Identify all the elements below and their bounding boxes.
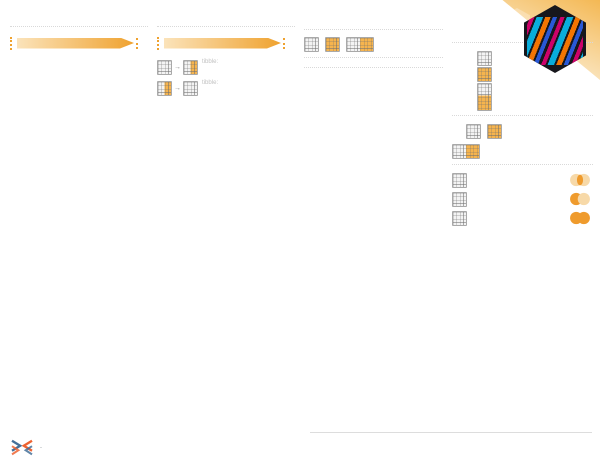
table-y-group <box>487 124 502 139</box>
stacked-table-icon <box>477 83 492 111</box>
intersect-entry <box>452 173 593 188</box>
nest-join-entry <box>452 143 593 159</box>
summary-function-banner <box>157 36 295 50</box>
use-with-mutate-heading <box>10 26 148 31</box>
summary-functions-column <box>157 24 295 100</box>
table-with-col-icon <box>183 60 198 75</box>
table-x-icon <box>304 37 319 52</box>
set-tables-icon <box>452 192 467 207</box>
table-x-group <box>466 124 481 139</box>
table-y-icon <box>487 124 502 139</box>
combine-variables-heading <box>304 29 443 34</box>
pliers-stripes-icon <box>527 17 583 65</box>
dotted-output-icon <box>136 38 140 49</box>
filtering-join-intro <box>452 115 593 121</box>
intersect-text <box>470 173 563 181</box>
combined-table-icon <box>346 37 374 52</box>
setdiff-entry <box>452 192 593 207</box>
diagram-row-y <box>452 67 492 82</box>
set-tables-icon <box>452 211 467 226</box>
column-matching-heading <box>304 67 443 72</box>
set-operations-heading <box>452 164 593 169</box>
table-y-group <box>325 37 340 52</box>
combine-cases-column <box>452 42 593 230</box>
table-icon <box>157 60 172 75</box>
column-to-rownames-icon <box>157 81 198 96</box>
arrow-banner-icon <box>164 38 281 49</box>
rownames-to-column-entry <box>157 58 295 75</box>
posit-logo <box>10 438 42 458</box>
table-x-icon <box>477 51 492 66</box>
combine-tables-column <box>304 24 443 74</box>
table-with-col-icon <box>157 81 172 96</box>
diagram-row-result <box>452 83 492 111</box>
trademark-dot: · <box>40 445 42 451</box>
union-venn-icon <box>567 211 593 225</box>
union-entry <box>452 211 593 226</box>
table-y-icon <box>477 67 492 82</box>
vectorized-function-banner <box>10 36 148 50</box>
arrow-right-icon: → <box>174 64 181 71</box>
union-text <box>470 211 563 219</box>
column-to-rownames-text <box>202 79 295 87</box>
dotted-input-icon <box>157 37 161 50</box>
nest-join-icon <box>452 144 480 159</box>
dotted-input-icon <box>10 37 14 50</box>
bind-cols-diagram <box>304 37 443 52</box>
intersect-venn-icon <box>567 173 593 187</box>
diagram-row-x <box>452 51 492 66</box>
setdiff-text <box>470 192 563 200</box>
footer-divider <box>310 432 592 433</box>
table-icon <box>183 81 198 96</box>
table-y-icon <box>325 37 340 52</box>
rownames-to-column-icon <box>157 60 198 75</box>
arrow-banner-icon <box>17 38 134 49</box>
arrow-right-icon: → <box>174 85 181 92</box>
footer <box>10 430 592 458</box>
package-prefix: tibble: <box>202 58 219 65</box>
column-to-rownames-entry <box>157 79 295 96</box>
dotted-output-icon <box>283 38 287 49</box>
bind-rows-diagram <box>452 50 492 112</box>
filtering-join-diagram <box>466 124 593 139</box>
table-x-group <box>304 37 319 52</box>
set-tables-icon <box>452 173 467 188</box>
vectorized-functions-column <box>10 24 148 56</box>
posit-mark-icon <box>10 438 34 458</box>
relational-data-heading <box>304 57 443 62</box>
rownames-to-column-text <box>202 58 295 66</box>
package-prefix: tibble: <box>202 79 219 86</box>
use-with-summarize-heading <box>157 26 295 31</box>
table-x-icon <box>466 124 481 139</box>
setdiff-venn-icon <box>567 192 593 206</box>
